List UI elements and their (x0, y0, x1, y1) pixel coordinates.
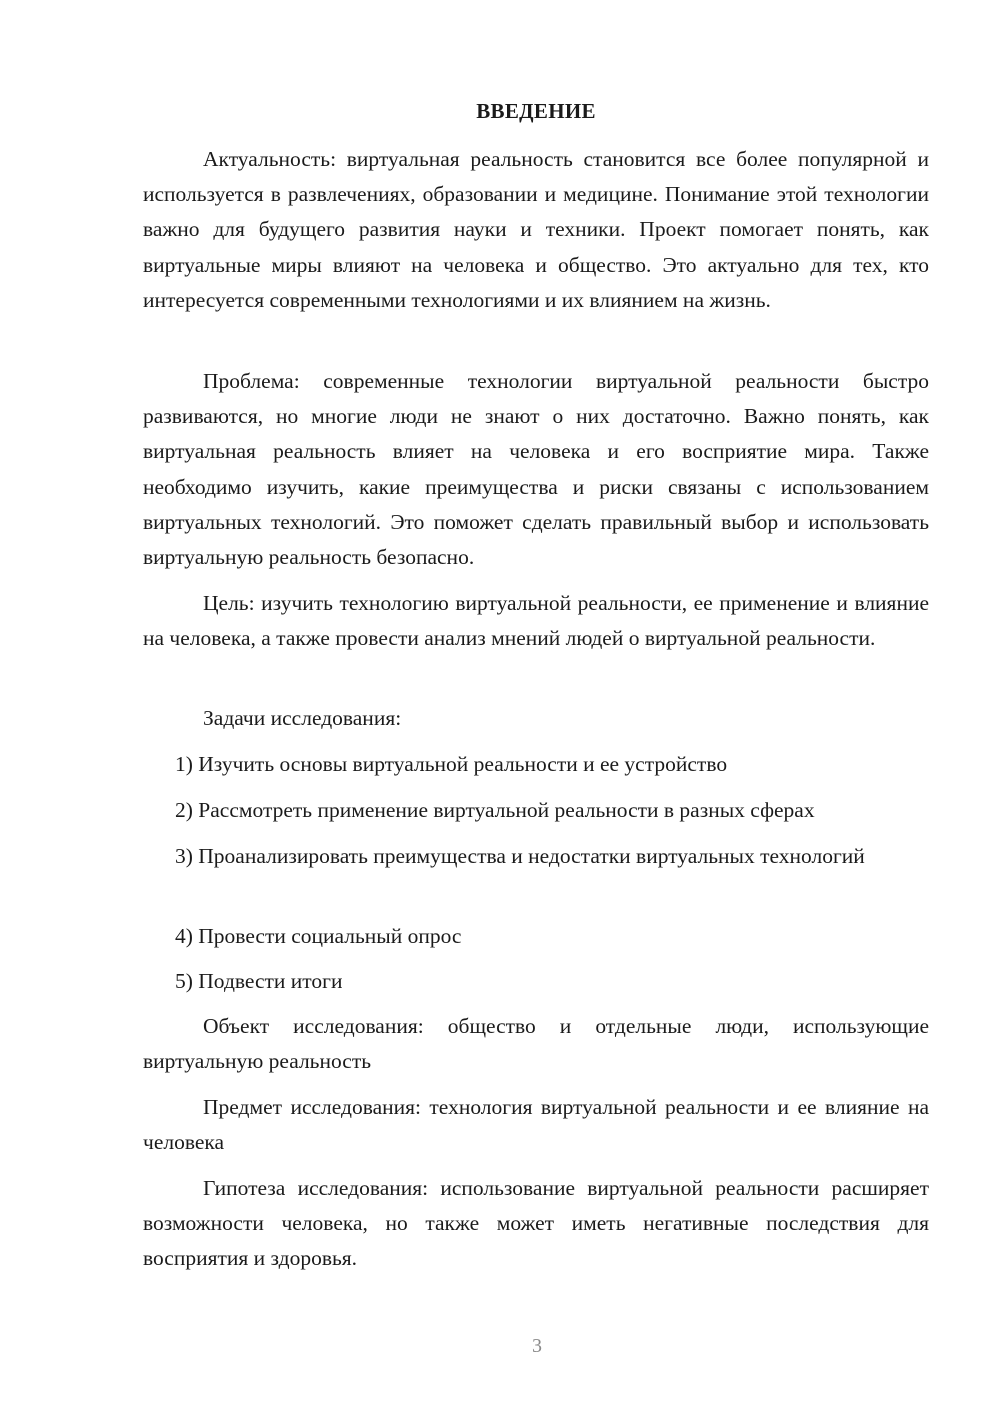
object-paragraph: Объект исследования: общество и отдельные люди, использующие виртуальную реальность (143, 1014, 929, 1074)
goal-paragraph: Цель: изучить технологию виртуальной реальности, ее применение и влияние на человека, а также провести анализ мнений людей о виртуальной реальности. (143, 591, 929, 651)
task-item-4: 4) Провести социальный опрос (175, 924, 462, 948)
page-number: 3 (532, 1335, 542, 1357)
task-item-3: 3) Проанализировать преимущества и недостатки виртуальных технологий (175, 844, 865, 868)
task-item-1: 1) Изучить основы виртуальной реальности и ее устройство (175, 752, 728, 776)
task-item-5: 5) Подвести итоги (175, 969, 343, 993)
document-page (143, 0, 929, 1414)
section-title: ВВЕДЕНИЕ (476, 99, 596, 123)
subject-paragraph: Предмет исследования: технология виртуальной реальности и ее влияние на человека (143, 1095, 929, 1155)
tasks-heading: Задачи исследования: (203, 706, 402, 730)
hypothesis-paragraph: Гипотеза исследования: использование виртуальной реальности расширяет возможности человека, но также может иметь негативные последствия для восприятия и здоровья. (143, 1176, 929, 1271)
relevance-paragraph: Актуальность: виртуальная реальность становится все более популярной и используется в развлечениях, образовании и медицине. Понимание этой технологии важно для будущего развития науки и техники. Проект помогает понять, как виртуальные миры влияют на человека и общество. Это актуально для тех, кто интересуется современными технологиями и их влиянием на жизнь. (143, 147, 929, 312)
problem-paragraph: Проблема: современные технологии виртуальной реальности быстро развиваются, но многие люди не знают о них достаточно. Важно понять, как виртуальная реальность влияет на человека и его восприятие мира. Также необходимо изучить, какие преимущества и риски связаны с использованием виртуальных технологий. Это поможет сделать правильный выбор и использовать виртуальную реальность безопасно. (143, 369, 929, 570)
task-item-2: 2) Рассмотреть применение виртуальной реальности в разных сферах (175, 798, 815, 822)
